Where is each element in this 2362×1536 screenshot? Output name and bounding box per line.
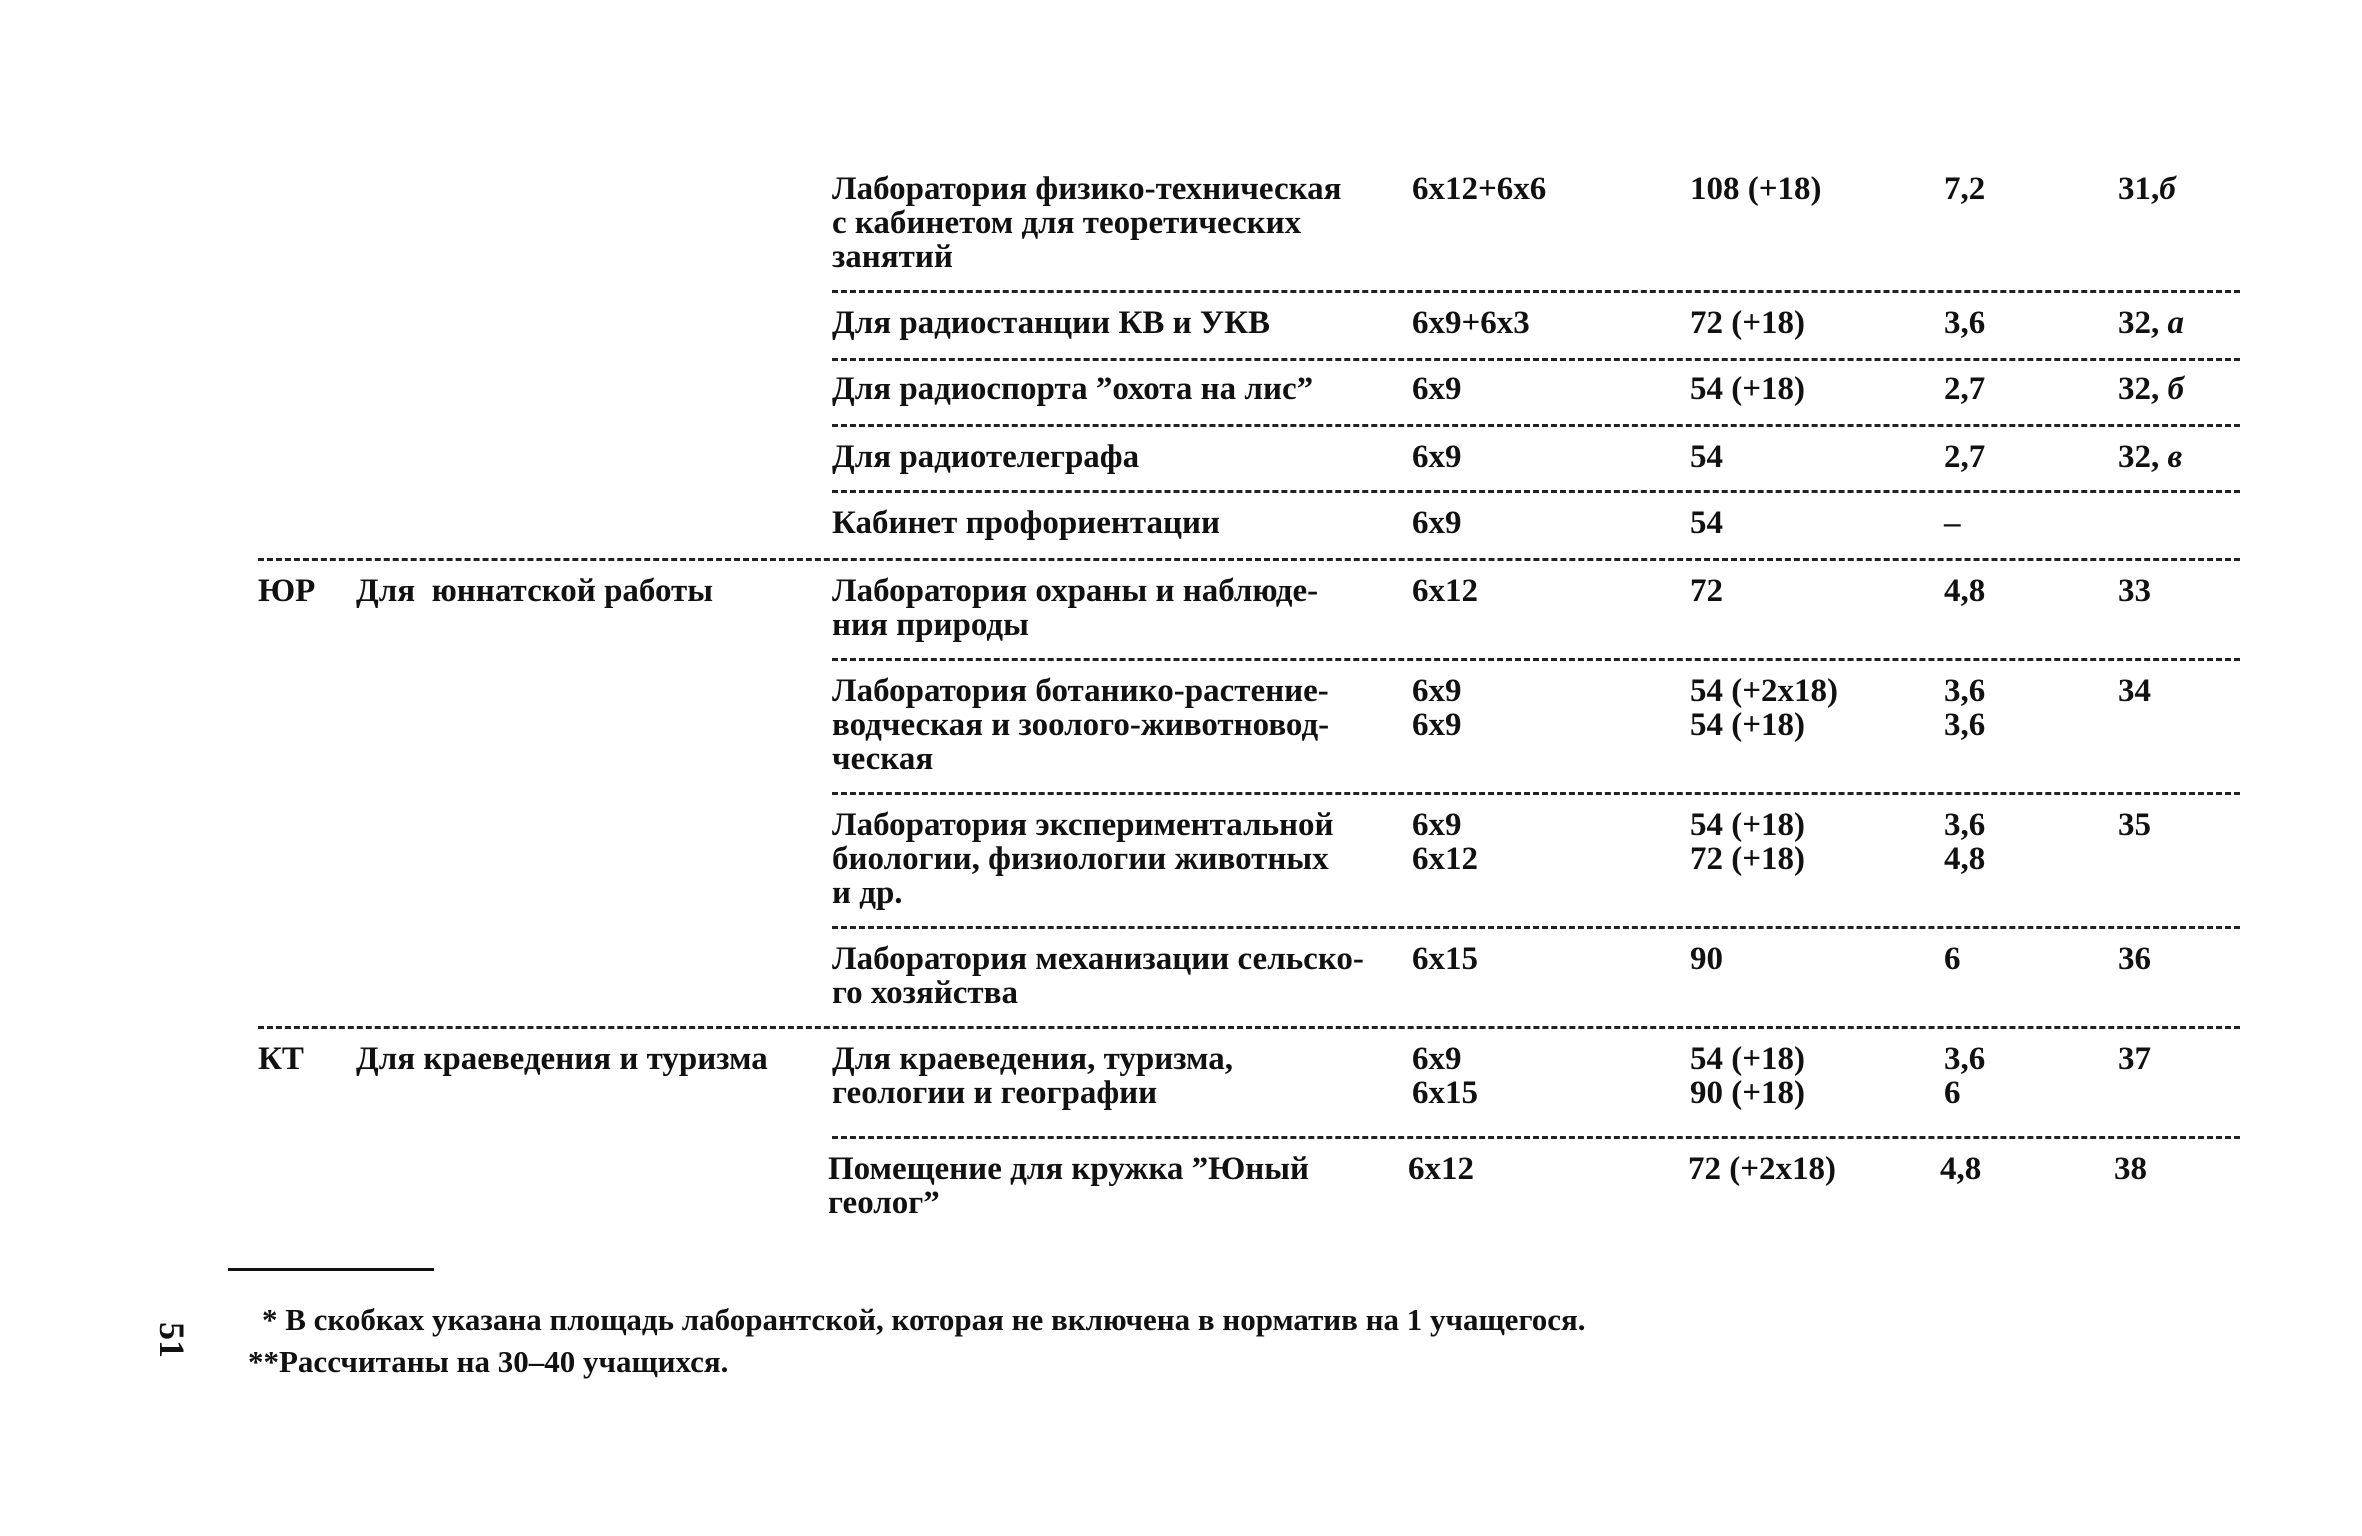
- footnote-1: * В скобках указана площадь лаборантской, которая не включена в норматив на 1 учащегося.: [262, 1302, 1586, 1337]
- row-separator: [832, 490, 2240, 493]
- room-ref: 31,б: [2118, 171, 2176, 207]
- room-size: 6x12: [1412, 573, 1478, 609]
- section-separator: [258, 1026, 2240, 1029]
- room-norm: 2,7: [1944, 439, 1986, 475]
- room-area: 54 (+18) 90 (+18): [1690, 1041, 1806, 1111]
- room-ref: 35: [2118, 807, 2151, 843]
- row-separator: [832, 358, 2240, 361]
- section-code: КТ: [258, 1041, 304, 1077]
- room-size: 6x9: [1412, 371, 1462, 407]
- room-norm: 4,8: [1940, 1151, 1982, 1187]
- room-norm: 3,6: [1944, 305, 1986, 341]
- room-norm: 4,8: [1944, 573, 1986, 609]
- footnote-2: **Рассчитаны на 30–40 учащихся.: [248, 1344, 729, 1379]
- room-size: 6x12+6x6: [1412, 171, 1547, 207]
- room-area: 54: [1690, 439, 1723, 475]
- room-area: 54: [1690, 505, 1723, 541]
- room-ref: 34: [2118, 673, 2151, 709]
- row-separator: [832, 424, 2240, 427]
- row-separator: [832, 1136, 2240, 1139]
- room-size: 6x12: [1408, 1151, 1474, 1187]
- footnote-rule: [228, 1268, 434, 1271]
- row-separator: [832, 658, 2240, 661]
- row-separator: [832, 792, 2240, 795]
- room-size: 6x9: [1412, 505, 1462, 541]
- room-area: 54 (+18): [1690, 371, 1806, 407]
- room-area: 54 (+18) 72 (+18): [1690, 807, 1806, 877]
- section-separator: [258, 558, 2240, 561]
- room-area: 72: [1690, 573, 1723, 609]
- room-ref: 32, а: [2118, 305, 2184, 341]
- room-name: Помещение для кружка ”Юный геолог”: [828, 1151, 1310, 1221]
- section-group: Для юннатской работы: [356, 573, 714, 609]
- room-size: 6x9 6x9: [1412, 673, 1462, 743]
- room-name: Лаборатория охраны и наблюде- ния природы: [832, 573, 1319, 643]
- section-code: ЮР: [258, 573, 316, 609]
- room-norm: –: [1944, 505, 1961, 541]
- room-norm: 6: [1944, 941, 1961, 977]
- room-ref: 32, б: [2118, 371, 2184, 407]
- room-name: Лаборатория экспериментальной биологии, физиологии животных и др.: [832, 807, 1334, 911]
- room-ref: 38: [2114, 1151, 2147, 1187]
- room-area: 72 (+18): [1690, 305, 1806, 341]
- room-norm: 2,7: [1944, 371, 1986, 407]
- section-group: Для краеведения и туризма: [356, 1041, 768, 1077]
- room-norm: 7,2: [1944, 171, 1986, 207]
- room-size: 6x9+6x3: [1412, 305, 1530, 341]
- room-size: 6x9: [1412, 439, 1462, 475]
- room-ref: 37: [2118, 1041, 2151, 1077]
- room-name: Для радиотелеграфа: [832, 439, 1140, 475]
- room-name: Лаборатория физико-техническая с кабинетом для теоретических занятий: [832, 171, 1342, 275]
- room-ref: 32, в: [2118, 439, 2183, 475]
- room-size: 6x15: [1412, 941, 1478, 977]
- room-norm: 3,6 4,8: [1944, 807, 1986, 877]
- room-name: Кабинет профориентации: [832, 505, 1221, 541]
- room-name: Для краеведения, туризма, геологии и географии: [832, 1041, 1234, 1111]
- room-norm: 3,6 6: [1944, 1041, 1986, 1111]
- room-ref: 36: [2118, 941, 2151, 977]
- room-ref: 33: [2118, 573, 2151, 609]
- room-area: 108 (+18): [1690, 171, 1822, 207]
- room-norm: 3,6 3,6: [1944, 673, 1986, 743]
- room-area: 90: [1690, 941, 1723, 977]
- row-separator: [832, 290, 2240, 293]
- page-number: 51: [152, 1322, 192, 1358]
- room-size: 6x9 6x15: [1412, 1041, 1478, 1111]
- row-separator: [832, 926, 2240, 929]
- room-area: 54 (+2x18) 54 (+18): [1690, 673, 1839, 743]
- room-size: 6x9 6x12: [1412, 807, 1478, 877]
- room-name: Для радиоспорта ”охота на лис”: [832, 371, 1314, 407]
- room-area: 72 (+2x18): [1688, 1151, 1837, 1187]
- room-name: Лаборатория механизации сельско- го хозяйства: [832, 941, 1364, 1011]
- room-name: Лаборатория ботанико-растение- водческая и зоолого-животновод- ческая: [832, 673, 1330, 777]
- room-name: Для радиостанции КВ и УКВ: [832, 305, 1271, 341]
